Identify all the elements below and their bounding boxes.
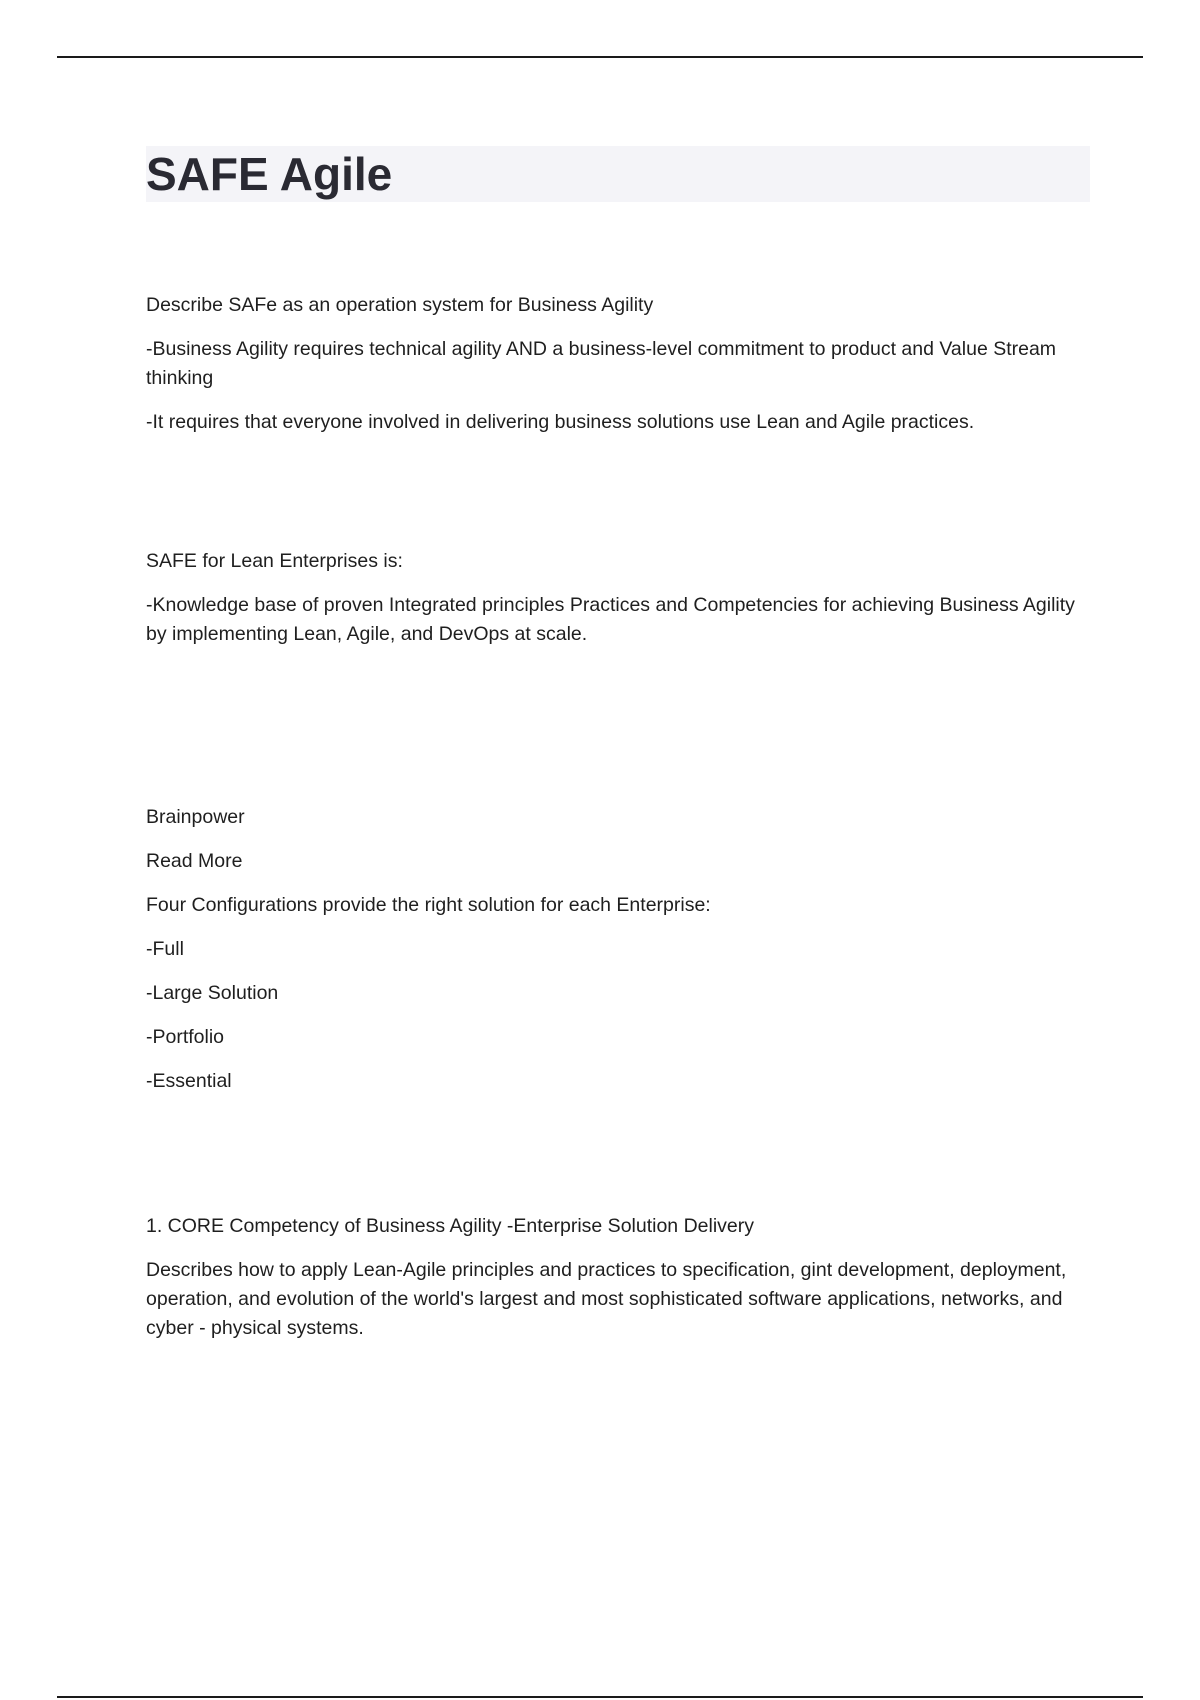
flashcard [146, 1212, 1090, 1343]
card-answer: Describes how to apply Lean-Agile principles and practices to specification, gint development, deployment, operation, and evolution of the world's largest and most sophisticated software applications, networks, and cyber - physical systems. [146, 1259, 1067, 1339]
brand-label: Brainpower [146, 806, 245, 828]
card-answer: -Essential [146, 1070, 232, 1092]
card-answer: -Large Solution [146, 982, 279, 1004]
page-title: SAFE Agile [146, 148, 393, 200]
card-question: Four Configurations provide the right solution for each Enterprise: [146, 894, 711, 916]
card-answer: -It requires that everyone involved in delivering business solutions use Lean and Agile practices. [146, 411, 975, 433]
card-answer: -Portfolio [146, 1026, 225, 1048]
card-question: 1. CORE Competency of Business Agility -Enterprise Solution Delivery [146, 1215, 755, 1237]
card-answer: -Full [146, 938, 184, 960]
flashcard [146, 803, 1090, 1096]
card-question: Describe SAFe as an operation system for Business Agility [146, 294, 654, 316]
top-divider [57, 56, 1143, 58]
flashcard [146, 547, 1090, 649]
bottom-divider [57, 1696, 1143, 1698]
card-answer: -Knowledge base of proven Integrated principles Practices and Competencies for achieving Business Agility by implementing Lean, Agile, and DevOps at scale. [146, 594, 1075, 645]
card-question: SAFE for Lean Enterprises is: [146, 550, 403, 572]
card-answer: -Business Agility requires technical agility AND a business-level commitment to product and Value Stream thinking [146, 338, 1057, 389]
flashcard [146, 291, 1090, 437]
read-more-link[interactable]: Read More [146, 850, 243, 872]
